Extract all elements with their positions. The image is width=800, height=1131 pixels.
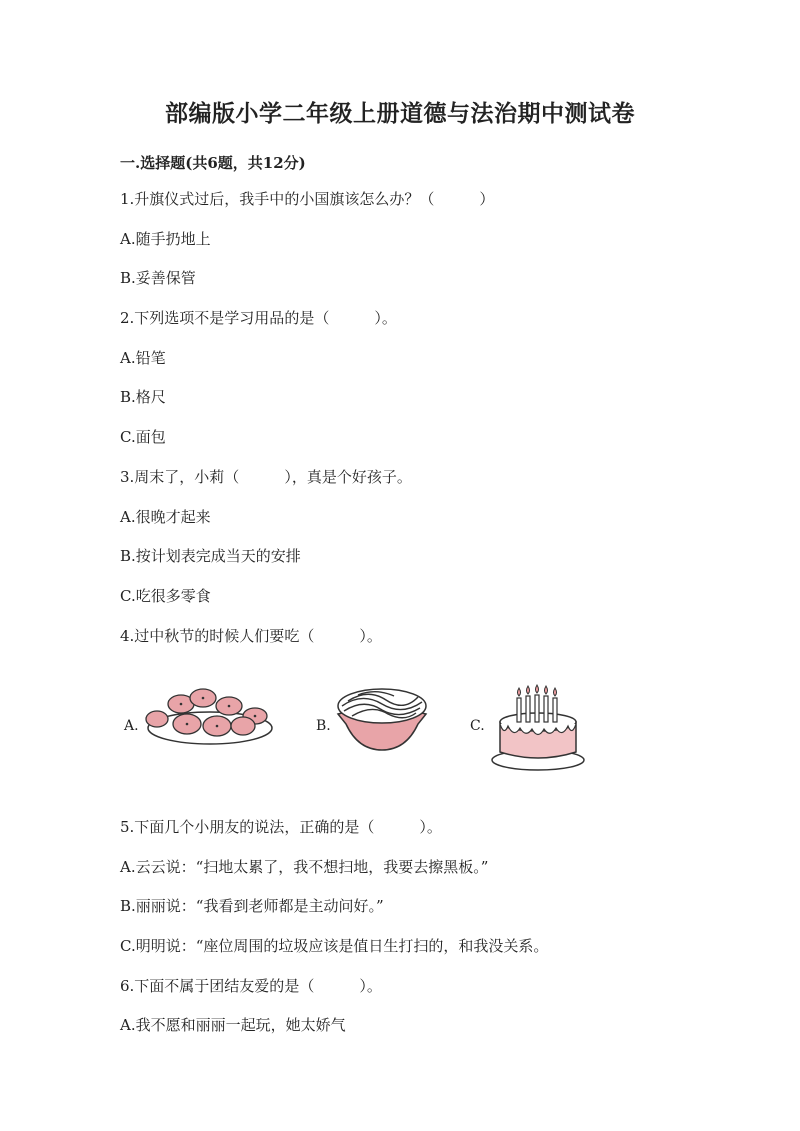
option-1b: B.妥善保管 [120, 269, 196, 287]
picture-label-c: C. [470, 718, 485, 734]
option-3c: C.吃很多零食 [120, 587, 211, 605]
option-5c: C.明明说：“座位周围的垃圾应该是值日生打扫的，和我没关系。 [120, 937, 549, 955]
option-2c: C.面包 [120, 428, 166, 446]
question-2: 2.下列选项不是学习用品的是（ ）。 [120, 309, 397, 327]
option-5b: B.丽丽说：“我看到老师都是主动问好。” [120, 897, 384, 915]
option-3b: B.按计划表完成当天的安排 [120, 547, 301, 565]
mooncakes-illustration [145, 686, 275, 748]
option-6a: A.我不愿和丽丽一起玩，她太娇气 [120, 1016, 346, 1034]
question-6: 6.下面不属于团结友爱的是（ ）。 [120, 977, 382, 995]
picture-label-a: A. [124, 718, 139, 734]
question-4: 4.过中秋节的时候人们要吃（ ）。 [120, 627, 382, 645]
option-1a: A.随手扔地上 [120, 230, 211, 248]
option-3a: A.很晚才起来 [120, 508, 211, 526]
option-5a: A.云云说：“扫地太累了，我不想扫地，我要去擦黑板。” [120, 858, 489, 876]
question-1: 1.升旗仪式过后，我手中的小国旗该怎么办？（ ） [120, 190, 495, 208]
question-4-pictures [120, 680, 600, 775]
birthday-cake-illustration [488, 680, 588, 772]
picture-label-b: B. [316, 718, 331, 734]
question-3: 3.周末了，小莉（ ），真是个好孩子。 [120, 468, 412, 486]
page-title: 部编版小学二年级上册道德与法治期中测试卷 [165, 100, 635, 127]
question-5: 5.下面几个小朋友的说法，正确的是（ ）。 [120, 818, 442, 836]
option-2b: B.格尺 [120, 388, 166, 406]
noodle-bowl-illustration [332, 684, 432, 754]
section-heading: 一.选择题(共6题，共12分) [120, 154, 306, 172]
option-2a: A.铅笔 [120, 349, 166, 367]
